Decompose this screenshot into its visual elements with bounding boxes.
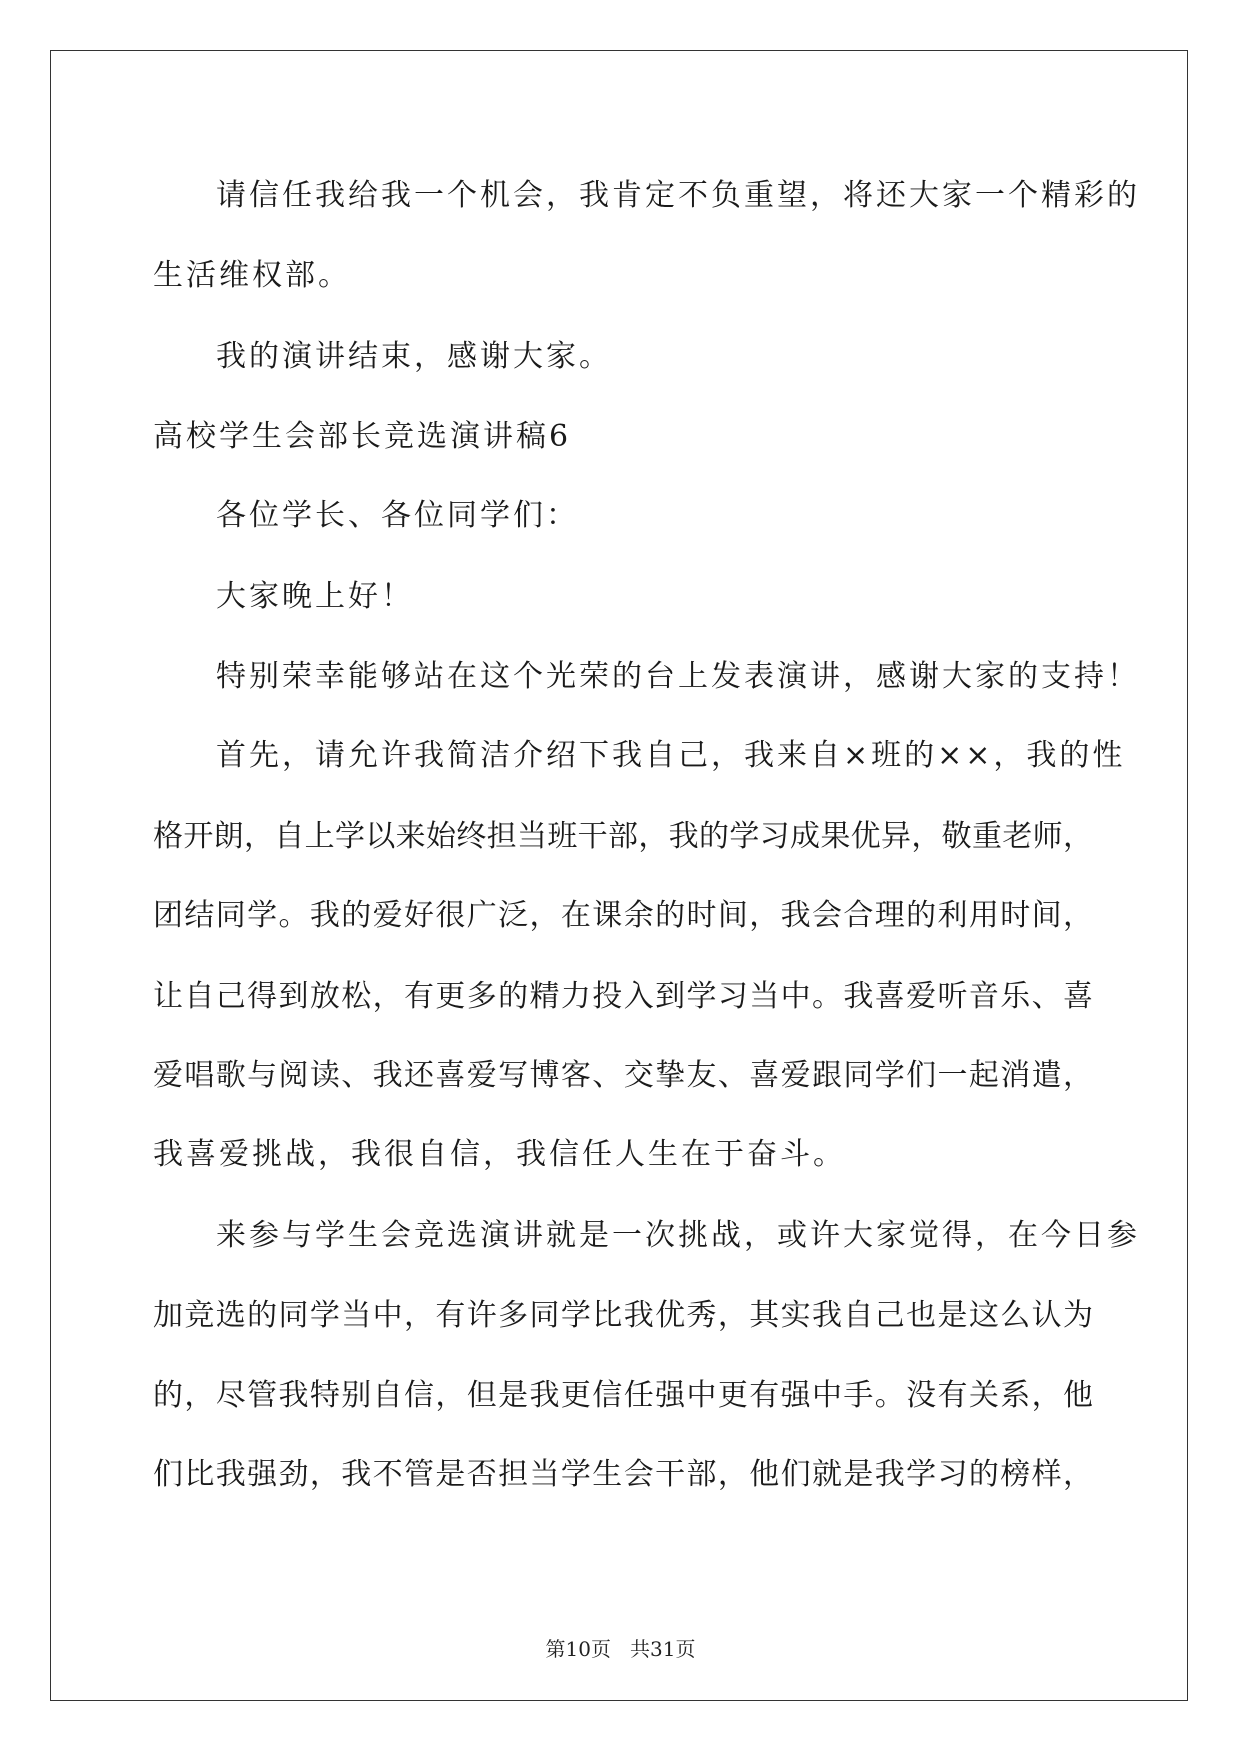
paragraph-line: 生活维权部。 [153,258,351,293]
paragraph-line: 加竞选的同学当中，有许多同学比我优秀，其实我自己也是这么认为 [153,1298,1093,1333]
paragraph-line: 我的演讲结束，感谢大家。 [216,339,612,374]
paragraph-line: 大家晚上好！ [216,579,414,614]
paragraph-line: 爱唱歌与阅读、我还喜爱写博客、交挚友、喜爱跟同学们一起消遣， [153,1058,1093,1093]
paragraph-line: 格开朗，自上学以来始终担当班干部，我的学习成果优异，敬重老师， [153,819,1093,854]
paragraph-line: 特别荣幸能够站在这个光荣的台上发表演讲，感谢大家的支持！ [216,659,1140,694]
paragraph-line: 的，尽管我特别自信，但是我更信任强中更有强中手。没有关系，他 [153,1378,1093,1413]
paragraph-line: 来参与学生会竞选演讲就是一次挑战，或许大家觉得，在今日参 [216,1218,1140,1253]
paragraph-line: 首先，请允许我简洁介绍下我自己，我来自×班的××，我的性 [216,738,1126,773]
paragraph-line: 们比我强劲，我不管是否担当学生会干部，他们就是我学习的榜样， [153,1457,1093,1492]
paragraph-line: 请信任我给我一个机会，我肯定不负重望，将还大家一个精彩的 [216,178,1140,213]
paragraph-line: 团结同学。我的爱好很广泛，在课余的时间，我会合理的利用时间， [153,898,1093,933]
section-heading: 高校学生会部长竞选演讲稿6 [153,419,572,454]
paragraph-line: 各位学长、各位同学们： [216,498,579,533]
paragraph-line: 我喜爱挑战，我很自信，我信任人生在于奋斗。 [153,1137,846,1172]
paragraph-line: 让自己得到放松，有更多的精力投入到学习当中。我喜爱听音乐、喜 [153,979,1093,1014]
page-number: 第10页 共31页 [545,1637,696,1661]
